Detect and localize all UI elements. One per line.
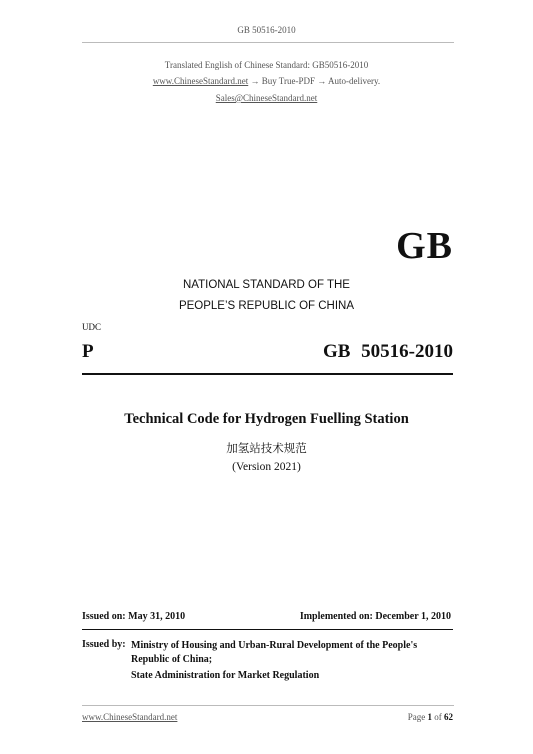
udc-label: UDC [82, 322, 102, 332]
translation-notice: Translated English of Chinese Standard: GB50516-2010 [164, 60, 369, 70]
delivery-text: Auto-delivery. [328, 76, 381, 86]
footer-divider [82, 705, 454, 706]
page-number: 1 [427, 712, 432, 722]
chinese-title: 加氢站技术规范 [226, 441, 307, 455]
issuer-samr: State Administration for Market Regulation [131, 670, 320, 681]
total-pages: 62 [444, 712, 453, 722]
issued-by-label: Issued by: [82, 639, 126, 650]
issuer-ministry-line1: Ministry of Housing and Urban-Rural Development of the People's [131, 640, 418, 651]
email-link[interactable]: Sales@ChineseStandard.net [215, 93, 318, 103]
site-link[interactable]: www.ChineseStandard.net [152, 76, 249, 86]
arrow-icon: → [317, 76, 327, 86]
running-header: GB 50516-2010 [237, 25, 296, 35]
header-divider [82, 42, 454, 43]
classification-letter: P [82, 341, 94, 362]
footer-site-link[interactable]: www.ChineseStandard.net [82, 712, 178, 722]
of-label: of [434, 712, 442, 722]
title-divider [82, 373, 453, 375]
issue-divider [82, 629, 453, 630]
version-label: (Version 2021) [232, 461, 301, 473]
arrow-icon: → [250, 76, 260, 86]
purchase-line [0, 76, 533, 86]
gb-mark: GB [396, 225, 453, 267]
implemented-on: Implemented on: December 1, 2010 [299, 611, 451, 622]
national-standard-line1: NATIONAL STANDARD OF THE [183, 279, 350, 291]
buy-text: Buy True-PDF [261, 76, 315, 86]
issuer-ministry-line2: Republic of China; [131, 654, 213, 665]
page-indicator [408, 712, 453, 722]
standard-number: GB 50516-2010 [322, 341, 453, 362]
document-title: Technical Code for Hydrogen Fuelling Station [124, 411, 409, 427]
page-label: Page [407, 712, 426, 722]
email-line [0, 93, 533, 103]
issued-on: Issued on: May 31, 2010 [82, 611, 186, 622]
national-standard-line2: PEOPLE’S REPUBLIC OF CHINA [178, 300, 355, 312]
